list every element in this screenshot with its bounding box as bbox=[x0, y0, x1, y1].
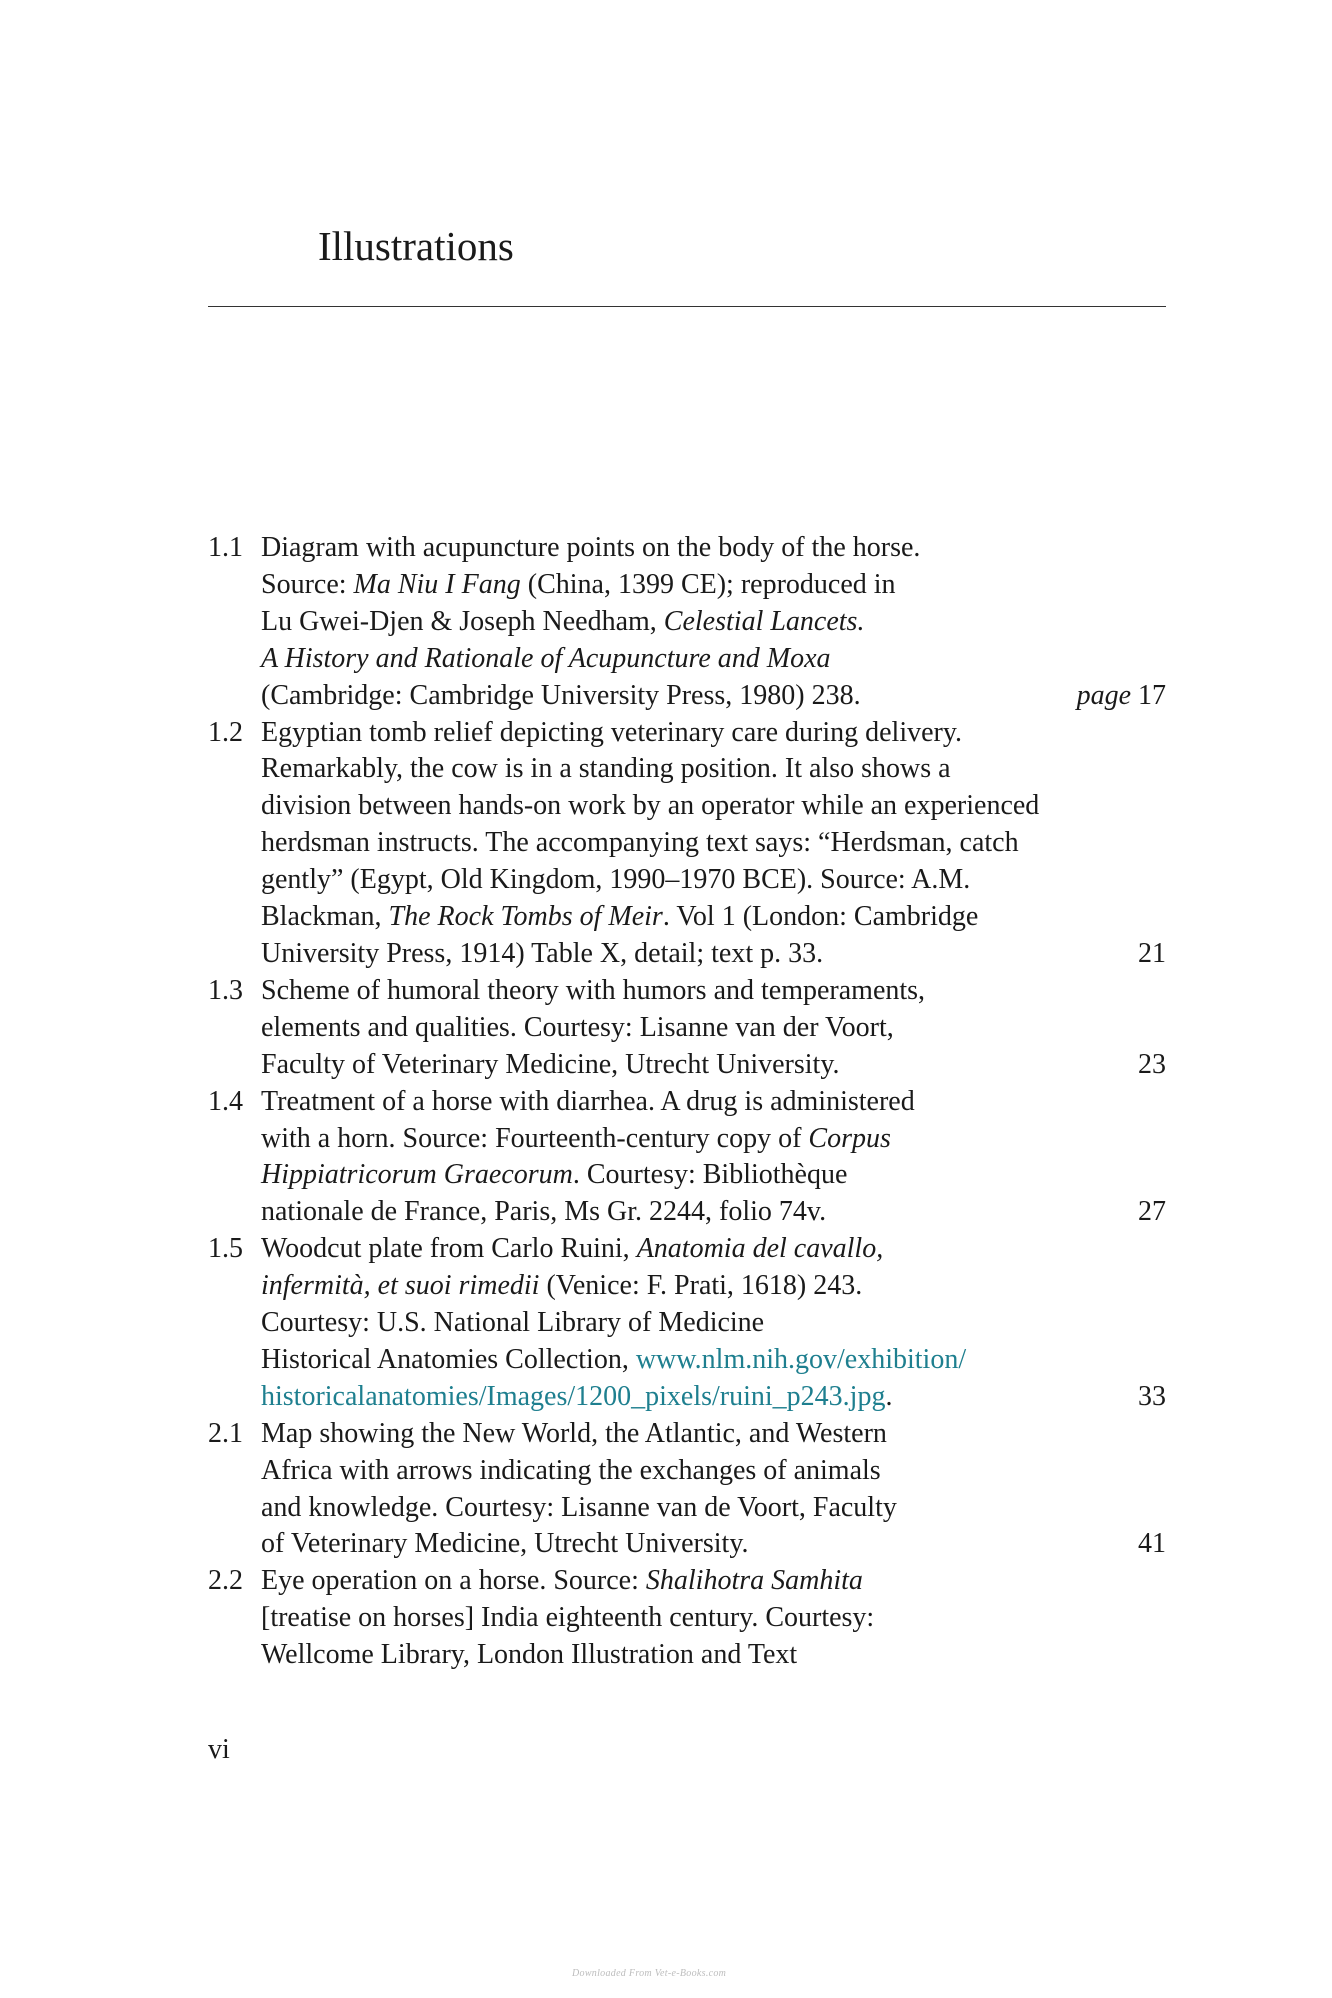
entry-line bbox=[261, 751, 1166, 788]
entry-line bbox=[261, 1305, 1166, 1342]
caption-text: (Cambridge: Cambridge University Press, 1980) 238. bbox=[261, 679, 861, 711]
entry-number: 1.5 bbox=[208, 1233, 243, 1265]
caption-text: Africa with arrows indicating the exchanges of animals bbox=[261, 1454, 881, 1486]
work-title-text: The Rock Tombs of Meir bbox=[388, 901, 663, 933]
work-title-text: infermità, et suoi rimedii bbox=[261, 1270, 540, 1302]
page-number: 17 bbox=[1138, 679, 1166, 711]
work-title-text: Ma Niu I Fang bbox=[353, 568, 521, 600]
illustration-entry bbox=[208, 715, 1166, 973]
page-number: 23 bbox=[1138, 1048, 1166, 1080]
caption-text: division between hands-on work by an operator while an experienced bbox=[261, 790, 1040, 822]
work-title-text: Anatomia del cavallo, bbox=[636, 1233, 884, 1265]
entry-line bbox=[261, 973, 1166, 1010]
caption-text: [treatise on horses] India eighteenth century. Courtesy: bbox=[261, 1602, 875, 1634]
caption-text: Eye operation on a horse. Source: bbox=[261, 1565, 646, 1597]
caption-text: Lu Gwei-Djen & Joseph Needham, bbox=[261, 605, 664, 637]
entry-line bbox=[261, 899, 1166, 936]
caption-text: Blackman, bbox=[261, 901, 389, 933]
entry-number: 2.1 bbox=[208, 1417, 243, 1449]
caption-text: Map showing the New World, the Atlantic, and Western bbox=[261, 1417, 887, 1449]
entry-line bbox=[261, 1194, 1166, 1231]
caption-text: Treatment of a horse with diarrhea. A drug is administered bbox=[261, 1085, 915, 1117]
page-title: Illustrations bbox=[318, 223, 514, 269]
page-number: 41 bbox=[1138, 1528, 1166, 1560]
caption-text: . Courtesy: Bibliothèque bbox=[572, 1159, 848, 1191]
caption-text: Faculty of Veterinary Medicine, Utrecht University. bbox=[261, 1048, 840, 1080]
caption-text: with a horn. Source: Fourteenth-century copy of bbox=[261, 1122, 809, 1154]
page-word: page bbox=[1076, 679, 1131, 711]
illustration-entry bbox=[208, 1416, 1166, 1564]
entry-line bbox=[261, 715, 1166, 752]
footer-watermark: Downloaded From Vet-e-Books.com bbox=[572, 1968, 727, 1979]
entry-line bbox=[261, 1157, 1166, 1194]
caption-text: Scheme of humoral theory with humors and temperaments, bbox=[261, 974, 926, 1006]
entry-line bbox=[261, 1010, 1166, 1047]
entry-number: 2.2 bbox=[208, 1565, 243, 1597]
illustration-entry bbox=[208, 1084, 1166, 1232]
entry-number: 1.2 bbox=[208, 716, 243, 748]
entry-line bbox=[261, 825, 1166, 862]
entry-line bbox=[261, 1600, 1166, 1637]
page-number: 27 bbox=[1138, 1196, 1166, 1228]
caption-text: and knowledge. Courtesy: Lisanne van de Voort, Faculty bbox=[261, 1491, 897, 1523]
work-title-text: Shalihotra Samhita bbox=[645, 1565, 863, 1597]
entry-line bbox=[261, 530, 1166, 567]
source-url-link[interactable]: historicalanatomies/Images/1200_pixels/ruini_p243.jpg bbox=[261, 1380, 886, 1412]
caption-text: Historical Anatomies Collection, bbox=[261, 1343, 636, 1375]
illustration-entry bbox=[208, 1231, 1166, 1416]
page-reference bbox=[1138, 936, 1166, 973]
caption-text: Source: bbox=[261, 568, 354, 600]
entry-number: 1.4 bbox=[208, 1085, 243, 1117]
entry-line bbox=[261, 1342, 1166, 1379]
illustrations-list bbox=[208, 530, 1166, 1674]
entry-line bbox=[261, 1563, 1166, 1600]
work-title-text: Hippiatricorum Graecorum bbox=[261, 1159, 573, 1191]
caption-text: . bbox=[885, 1380, 893, 1412]
entry-line bbox=[261, 1490, 1166, 1527]
page-reference bbox=[1138, 1526, 1166, 1563]
entry-line bbox=[261, 641, 1166, 678]
entry-line bbox=[261, 678, 1166, 715]
title-rule bbox=[208, 306, 1166, 307]
entry-line bbox=[261, 862, 1166, 899]
caption-text: of Veterinary Medicine, Utrecht University. bbox=[261, 1528, 749, 1560]
page-folio: vi bbox=[208, 1734, 230, 1765]
entry-line bbox=[261, 1121, 1166, 1158]
work-title-text: Celestial Lancets. bbox=[663, 605, 865, 637]
caption-text: Woodcut plate from Carlo Ruini, bbox=[261, 1233, 637, 1265]
page-number: 33 bbox=[1138, 1380, 1166, 1412]
entry-number: 1.3 bbox=[208, 974, 243, 1006]
caption-text: Egyptian tomb relief depicting veterinary care during delivery. bbox=[261, 716, 963, 748]
illustration-entry bbox=[208, 1563, 1166, 1674]
illustration-entry bbox=[208, 530, 1166, 715]
entry-line bbox=[261, 1379, 1166, 1416]
entry-line bbox=[261, 567, 1166, 604]
work-title-text: A History and Rationale of Acupuncture and Moxa bbox=[261, 642, 831, 674]
entry-line bbox=[261, 604, 1166, 641]
caption-text: University Press, 1914) Table X, detail; text p. 33. bbox=[261, 937, 824, 969]
caption-text: (Venice: F. Prati, 1618) 243. bbox=[539, 1270, 863, 1302]
entry-line bbox=[261, 1526, 1166, 1563]
caption-text: Remarkably, the cow is in a standing position. It also shows a bbox=[261, 753, 951, 785]
illustration-entry bbox=[208, 973, 1166, 1084]
caption-text: gently” (Egypt, Old Kingdom, 1990–1970 BCE). Source: A.M. bbox=[261, 864, 971, 896]
caption-text: Courtesy: U.S. National Library of Medicine bbox=[261, 1307, 765, 1339]
caption-text: (China, 1399 CE); reproduced in bbox=[520, 568, 896, 600]
page-reference bbox=[1138, 1379, 1166, 1416]
entry-line bbox=[261, 1416, 1166, 1453]
work-title-text: Corpus bbox=[808, 1122, 891, 1154]
caption-text: Wellcome Library, London Illustration and Text bbox=[261, 1639, 798, 1671]
caption-text: Diagram with acupuncture points on the body of the horse. bbox=[261, 532, 921, 563]
caption-text: herdsman instructs. The accompanying text says: “Herdsman, catch bbox=[261, 827, 1019, 859]
entry-line bbox=[261, 1084, 1166, 1121]
entry-line bbox=[261, 936, 1166, 973]
entry-number: 1.1 bbox=[208, 532, 243, 563]
caption-text: . Vol 1 (London: Cambridge bbox=[662, 901, 979, 933]
entry-line bbox=[261, 1268, 1166, 1305]
caption-text: elements and qualities. Courtesy: Lisanne van der Voort, bbox=[261, 1011, 894, 1043]
caption-text: nationale de France, Paris, Ms Gr. 2244, folio 74v. bbox=[261, 1196, 827, 1228]
page-number: 21 bbox=[1138, 937, 1166, 969]
entry-line bbox=[261, 1453, 1166, 1490]
page-reference bbox=[1138, 1047, 1166, 1084]
entry-line bbox=[261, 1047, 1166, 1084]
entry-line bbox=[261, 788, 1166, 825]
source-url-link[interactable]: www.nlm.nih.gov/exhibition/ bbox=[635, 1343, 967, 1375]
page-reference bbox=[1077, 678, 1166, 715]
page-reference bbox=[1138, 1194, 1166, 1231]
entry-line bbox=[261, 1637, 1166, 1674]
entry-line bbox=[261, 1231, 1166, 1268]
